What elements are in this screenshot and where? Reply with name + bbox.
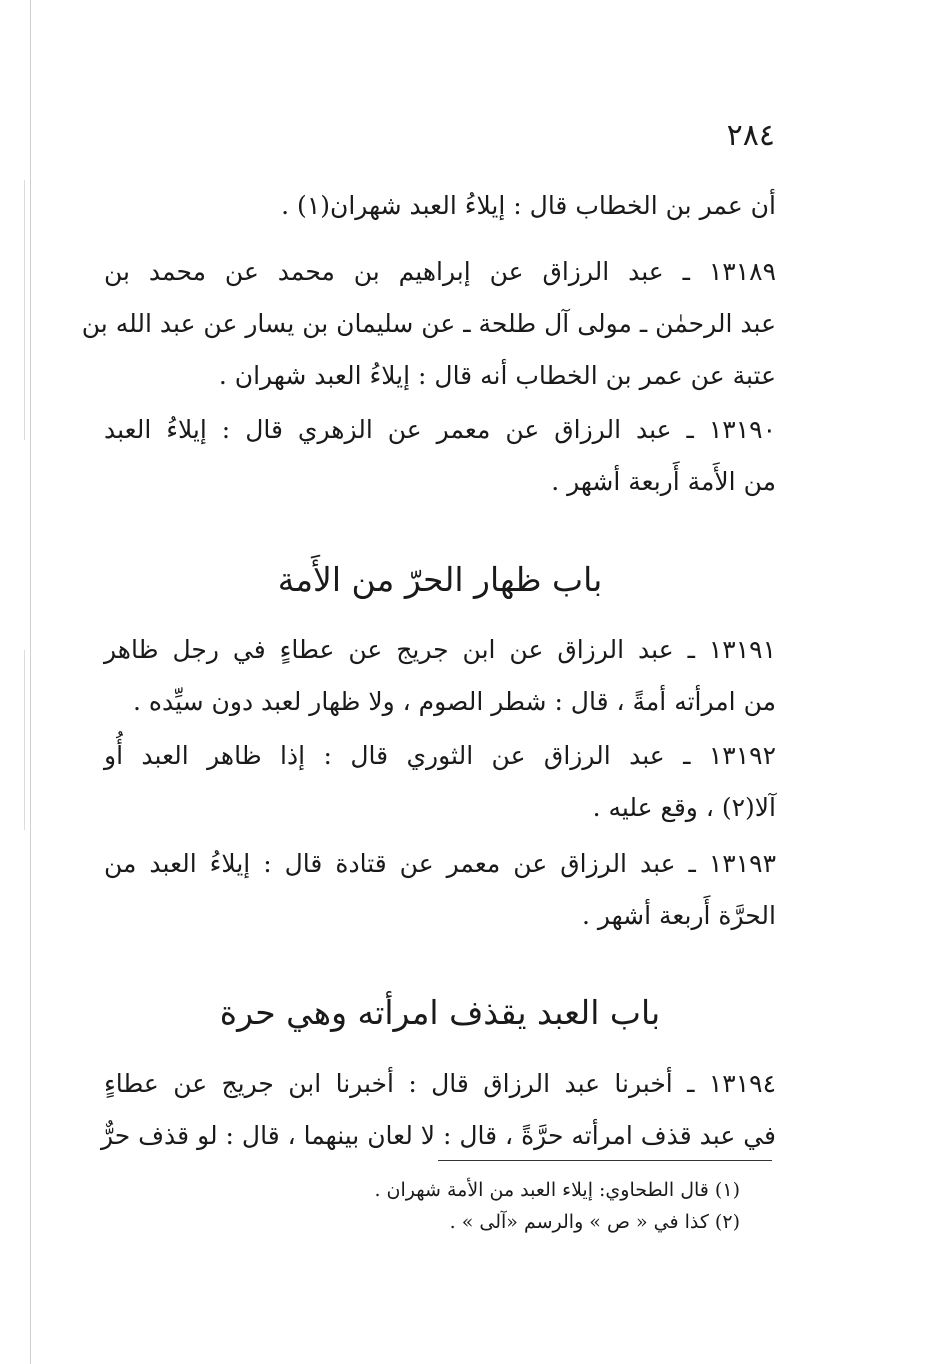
hadith-13190	[104, 404, 776, 508]
text-line: ١٣١٩٢ ـ عبد الرزاق عن الثوري قال : إذا ظاهر العبد أُو	[104, 741, 776, 770]
scan-edge-line	[30, 0, 31, 1364]
footnotes	[300, 1174, 740, 1238]
text-line: أن عمر بن الخطاب قال : إيلاءُ العبد شهران(١) .	[281, 191, 776, 220]
text-line: ١٣١٩٠ ـ عبد الرزاق عن معمر عن الزهري قال : إيلاءُ العبد	[104, 415, 776, 444]
text-line: ١٣١٨٩ ـ عبد الرزاق عن إبراهيم بن محمد عن محمد بن	[104, 257, 776, 286]
text-line: عبد الرحمٰن ـ مولى آل طلحة ـ عن سليمان بن يسار عن عبد الله بن	[81, 309, 776, 338]
footnote-separator	[438, 1160, 772, 1161]
paragraph-continuation	[104, 180, 776, 232]
text-line: الحرَّة أَربعة أشهر .	[581, 901, 776, 930]
chapter-heading: باب ظهار الحرّ من الأَمة	[277, 560, 603, 599]
footnote: (٢) كذا في « ص » والرسم «آلى » .	[449, 1211, 740, 1233]
footnote: (١) قال الطحاوي: إيلاء العبد من الأمة شهران .	[374, 1179, 740, 1201]
text-line: من امرأته أمةً ، قال : شطر الصوم ، ولا ظهار لعبد دون سيِّده .	[132, 687, 776, 716]
text-line: في عبد قذف امرأته حرَّةً ، قال : لا لعان بينهما ، قال : لو قذف حرٌّ	[100, 1121, 776, 1150]
text-line: ١٣١٩١ ـ عبد الرزاق عن ابن جريج عن عطاءٍ في رجل ظاهر	[104, 635, 776, 664]
scan-edge-line	[24, 180, 25, 440]
text-line: ١٣١٩٣ ـ عبد الرزاق عن معمر عن قتادة قال : إيلاءُ العبد من	[104, 849, 776, 878]
text-line: من الأَمة أَربعة أشهر .	[551, 467, 776, 496]
hadith-13191	[104, 624, 776, 728]
scan-edge-line	[24, 650, 25, 830]
hadith-13192	[104, 730, 776, 834]
text-line: آلا(٢) ، وقع عليه .	[592, 793, 776, 822]
hadith-13193	[104, 838, 776, 942]
page-number: ٢٨٤	[726, 118, 775, 153]
text-line: عتبة عن عمر بن الخطاب أنه قال : إيلاءُ العبد شهران .	[218, 361, 776, 390]
chapter-heading: باب العبد يقذف امرأته وهي حرة	[219, 993, 661, 1032]
text-line: ١٣١٩٤ ـ أخبرنا عبد الرزاق قال : أخبرنا ابن جريج عن عطاءٍ	[104, 1069, 776, 1098]
hadith-13194	[100, 1058, 776, 1162]
hadith-13189	[81, 246, 776, 402]
